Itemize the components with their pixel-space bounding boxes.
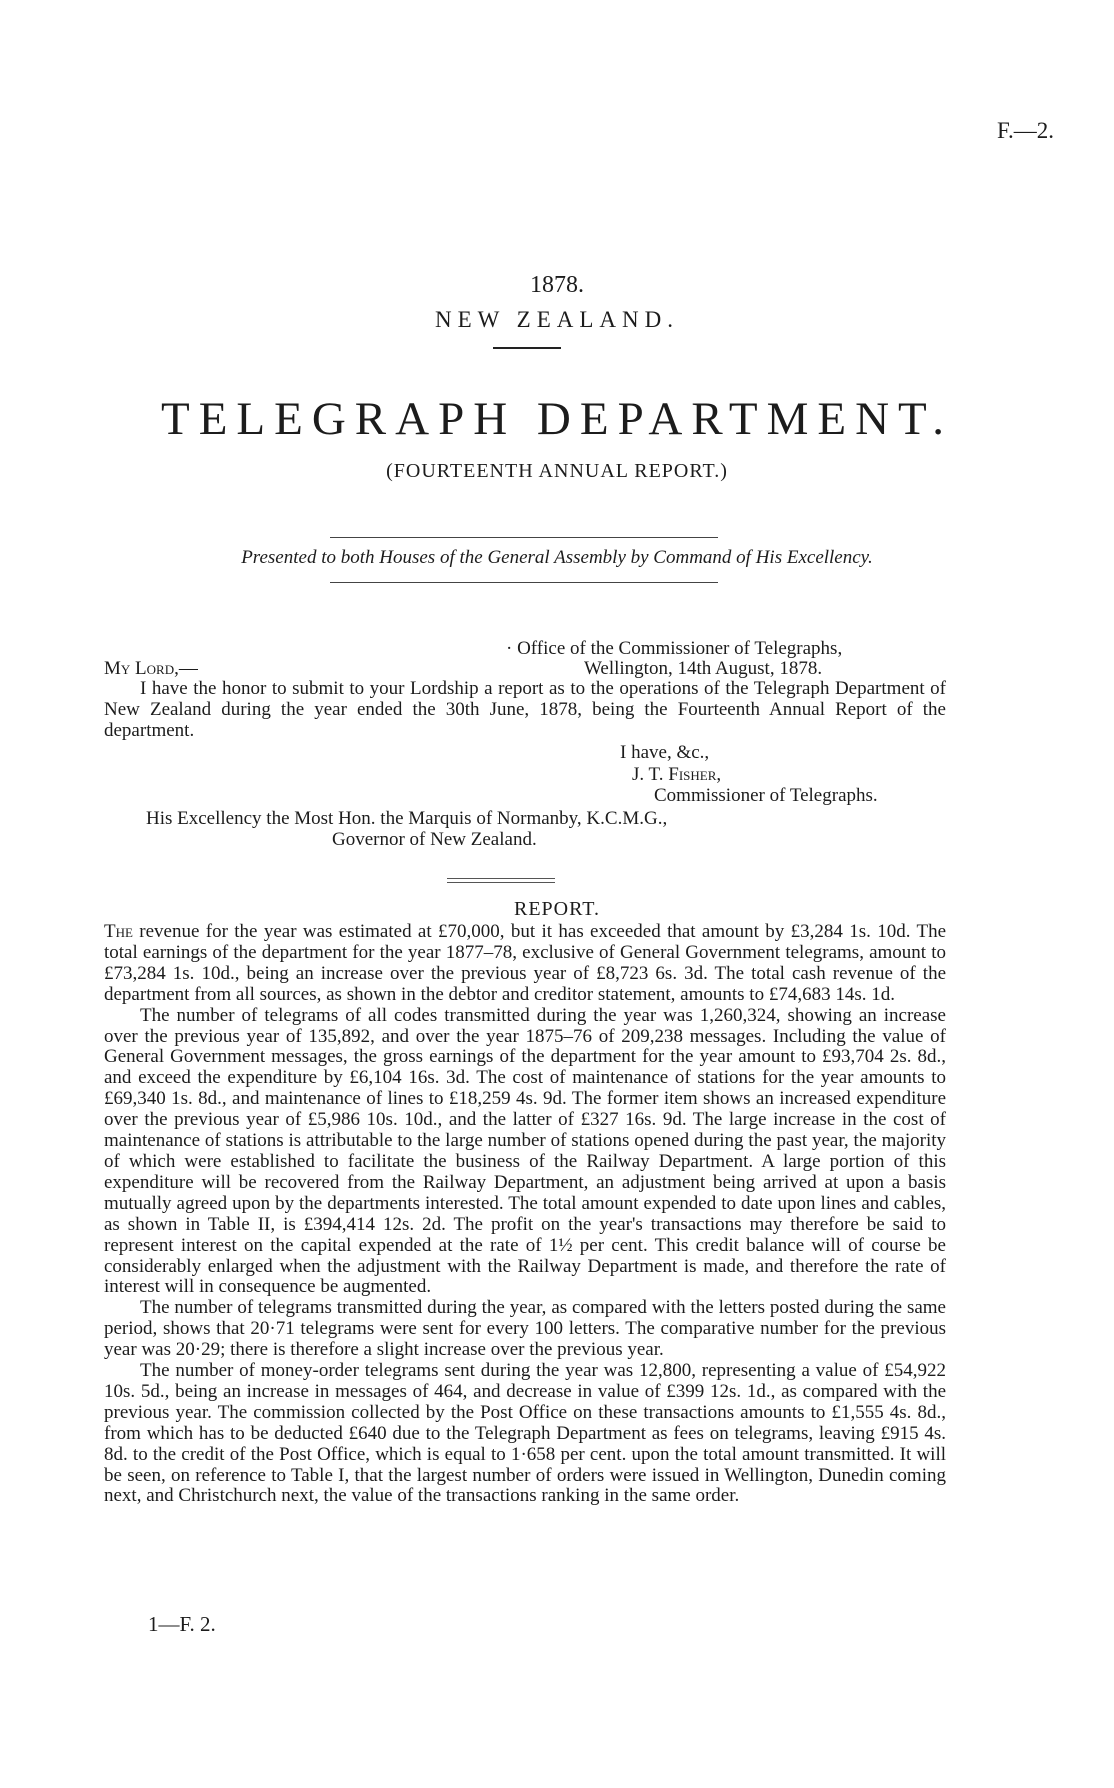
letter-body [104,678,946,741]
page-title: TELEGRAPH DEPARTMENT. [161,393,953,445]
page-reference: F.—2. [997,118,1054,143]
report-paragraph-3: The number of telegrams transmitted during the year, as compared with the letters posted during the same period, shows that 20·71 telegrams were sent for every 100 letters. The comparative number for the previous year was 20·29; there is therefore a slight increase over the previous year. [104,1297,946,1361]
report-year: 1878. [530,272,584,298]
letter-salutation: My Lord,— [104,658,198,679]
letter-recipient-line2: Governor of New Zealand. [332,829,537,850]
divider-short [493,347,561,349]
report-body [104,922,946,1507]
letter-paragraph: I have the honor to submit to your Lordship a report as to the operations of the Telegraph Department of New Zealand during the year ended the 30th June, 1878, being the Fourteenth Annual Report of the department. [104,678,946,741]
letter-recipient-line1: His Excellency the Most Hon. the Marquis of Normanby, K.C.M.G., [146,808,668,829]
letter-closing: I have, &c., [620,742,710,763]
report-paragraph-2: The number of telegrams of all codes transmitted during the year was 1,260,324, showing an increase over the previous year of 135,892, and over the year 1875–76 of 209,238 messages. Including the value of General Government messages, the gross earnings of the department for the year amount to £93,704 2s. 8d., and exceed the expenditure by £6,104 16s. 3d. The cost of maintenance of stations for the year amounts to £69,340 1s. 8d., and maintenance of lines to £18,259 4s. 9d. The former item shows an increased expenditure over the previous year of £5,986 10s. 10d., and the latter of £327 16s. 9d. The large increase in the cost of maintenance of stations is attributable to the large number of stations opened during the past year, the majority of which were established to facilitate the business of the Railway Department. A large portion of this expenditure will be recovered from the Railway Department, an adjustment being arrived at upon a basis mutually agreed upon by the departments interested. The total amount expended to date upon lines and cables, as shown in Table II, is £394,414 12s. 2d. The profit on the year's transactions may therefore be said to represent interest on the capital expended at the rate of 1½ per cent. This credit balance will of course be considerably enlarged when the adjustment with the Railway Department is made, and therefore the rate of interest will in consequence be augmented. [104,1004,946,1298]
sheet-mark: 1—F. 2. [148,1612,216,1636]
section-divider [447,878,555,883]
report-paragraph-4: The number of money-order telegrams sent during the year was 12,800, representing a value of £54,922 10s. 5d., being an increase in messages of 464, and decrease in value of £399 12s. 1d., as compared with the previous year. The commission collected by the Post Office on these transactions amounts to £1,555 4s. 8d., from which has to be deducted £640 due to the Telegraph Department as fees on telegrams, leaving £915 4s. 8d. to the credit of the Post Office, which is equal to 1·658 per cent. upon the total amount transmitted. It will be seen, on reference to Table I, that the largest number of orders were issued in Wellington, Dunedin coming next, and Christchurch next, the value of the transactions ranking in the same order. [104,1360,946,1507]
presented-note: Presented to both Houses of the General Assembly by Command of His Excellency. [241,547,873,568]
report-first-word: The [104,921,133,942]
report-paragraph-1 [104,922,946,1006]
divider-bottom [330,582,718,583]
report-paragraph-1-text: revenue for the year was estimated at £70,000, but it has exceeded that amount by £3,284 1s. 10d. The total earnings of the department for the year 1877–78, exclusive of General Government telegrams, amount to £73,284 1s. 10d., being an increase over the previous year of £8,723 6s. 3d. The total cash revenue of the department from all sources, as shown in the debtor and creditor statement, amounts to £74,683 14s. 1d. [104,921,946,1005]
letter-address-line2: Wellington, 14th August, 1878. [584,658,823,679]
letter-signatory: J. T. Fisher, [632,764,722,785]
letter-signatory-title: Commissioner of Telegraphs. [654,785,878,806]
letter-address-line1: · Office of the Commissioner of Telegraphs, [506,638,843,659]
country-heading: NEW ZEALAND. [434,307,680,332]
divider-top [330,537,718,538]
page-subtitle: (FOURTEENTH ANNUAL REPORT.) [386,460,728,482]
report-heading: REPORT. [514,898,600,920]
